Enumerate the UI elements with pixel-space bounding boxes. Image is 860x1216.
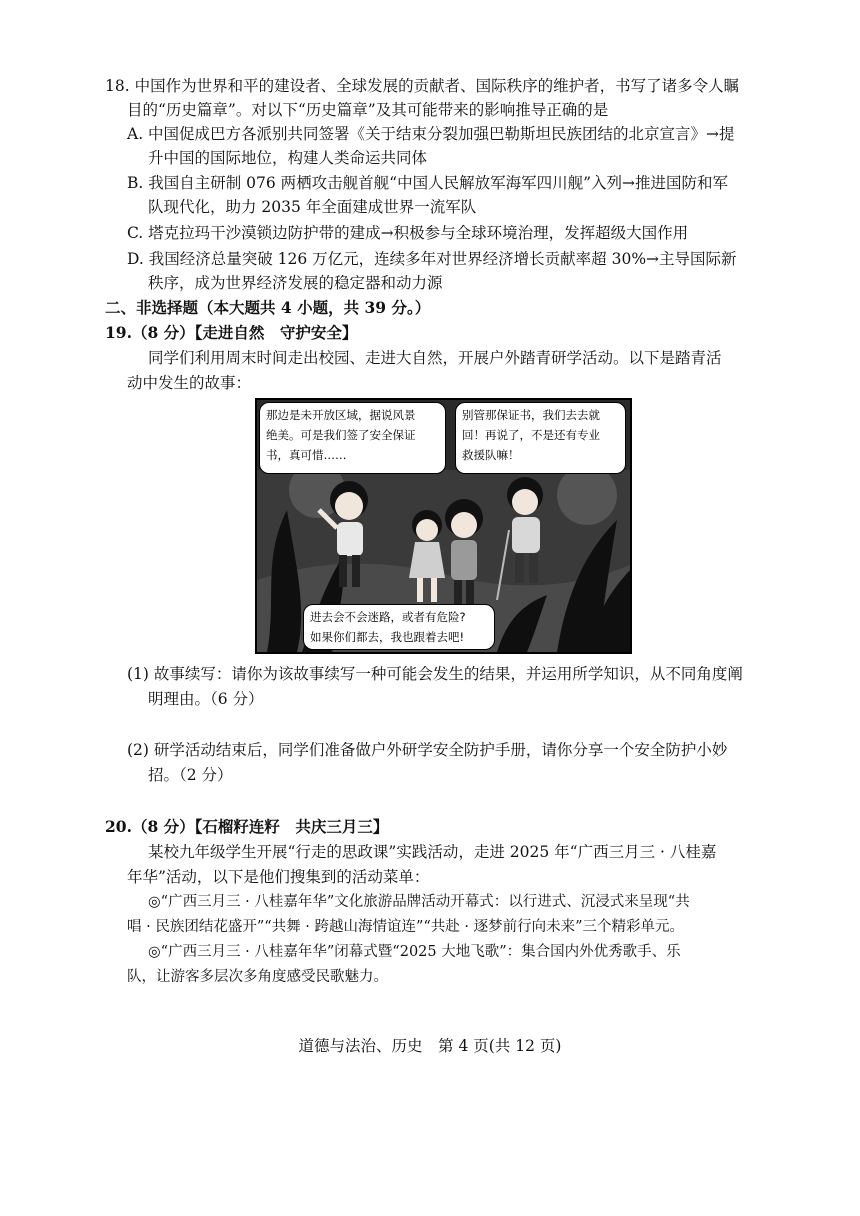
- q19-intro-line2: 动中发生的故事：: [127, 374, 252, 392]
- q19-heading: 19.（8 分）【走进自然 守护安全】: [105, 323, 358, 342]
- q18-option-d-line1: D. 我国经济总量突破 126 万亿元，连续多年对世界经济增长贡献率超 30%→主导国际新: [127, 250, 737, 268]
- page-footer: 道德与法治、历史 第 4 页(共 12 页): [298, 1037, 562, 1055]
- q19-sub1-line2: 明理由。（6 分）: [148, 690, 264, 708]
- q20-item2-line1: ◎“广西三月三 · 八桂嘉年华”闭幕式暨“2025 大地飞歌”：集合国内外优秀歌手、乐: [148, 944, 681, 960]
- q19-intro-line1: 同学们利用周末时间走出校园、走进大自然，开展户外踏青研学活动。以下是踏青活: [148, 349, 722, 367]
- q20-heading: 20.（8 分）【石榴籽连籽 共庆三月三】: [105, 817, 389, 836]
- q18-option-d-line2: 秩序，成为世界经济发展的稳定器和动力源: [148, 274, 443, 292]
- speech-bubble-bottom: 进去会不会迷路，或者有危险? 如果你们都去，我也跟着去吧!: [303, 604, 495, 650]
- q20-intro-line1: 某校九年级学生开展“行走的思政课”实践活动，走进 2025 年“广西三月三 · 八桂嘉: [148, 843, 717, 861]
- q18-stem-line2: 目的“历史篇章”。对以下“历史篇章”及其可能带来的影响推导正确的是: [127, 101, 609, 119]
- q20-intro-line2: 年华”活动，以下是他们搜集到的活动菜单：: [127, 868, 430, 886]
- q18-option-c: C. 塔克拉玛干沙漠锁边防护带的建成→积极参与全球环境治理，发挥超级大国作用: [127, 224, 689, 242]
- q20-item1-line2: 唱 · 民族团结花盛开”“共舞 · 跨越山海情谊连”“共赴 · 逐梦前行向未来”三个精彩单元。: [127, 919, 685, 935]
- q18-option-b-line2: 队现代化，助力 2035 年全面建成世界一流军队: [148, 198, 477, 216]
- q18-option-a-line2: 升中国的国际地位，构建人类命运共同体: [148, 149, 428, 167]
- q19-sub2-line1: (2) 研学活动结束后，同学们准备做户外研学安全防护手册，请你分享一个安全防护小妙: [127, 741, 728, 759]
- q19-sub1-line1: (1) 故事续写：请你为该故事续写一种可能会发生的结果，并运用所学知识，从不同角度阐: [127, 665, 743, 683]
- q18-stem-line1: 18. 中国作为世界和平的建设者、全球发展的贡献者、国际秩序的维护者，书写了诸多令人瞩: [105, 77, 740, 95]
- q18-option-b-line1: B. 我国自主研制 076 两栖攻击舰首舰“中国人民解放军海军四川舰”入列→推进国防和军: [127, 174, 729, 192]
- q20-item1-line1: ◎“广西三月三 · 八桂嘉年华”文化旅游品牌活动开幕式：以行进式、沉浸式来呈现“共: [148, 894, 690, 910]
- speech-bubble-left: 那边是未开放区域，据说风景 绝美。可是我们签了安全保证 书，真可惜……: [259, 402, 446, 474]
- q20-item2-line2: 队，让游客多层次多角度感受民歌魅力。: [127, 969, 388, 985]
- q18-option-a-line1: A. 中国促成巴方各派别共同签署《关于结束分裂加强巴勒斯坦民族团结的北京宣言》→提: [127, 125, 735, 143]
- comic-illustration: [255, 398, 632, 654]
- speech-bubble-right: 别管那保证书，我们去去就 回！再说了，不是还有专业 救援队嘛！: [455, 402, 626, 474]
- q19-sub2-line2: 招。（2 分）: [148, 766, 233, 784]
- section-heading: 二、非选择题（本大题共 4 小题，共 39 分。）: [105, 298, 431, 317]
